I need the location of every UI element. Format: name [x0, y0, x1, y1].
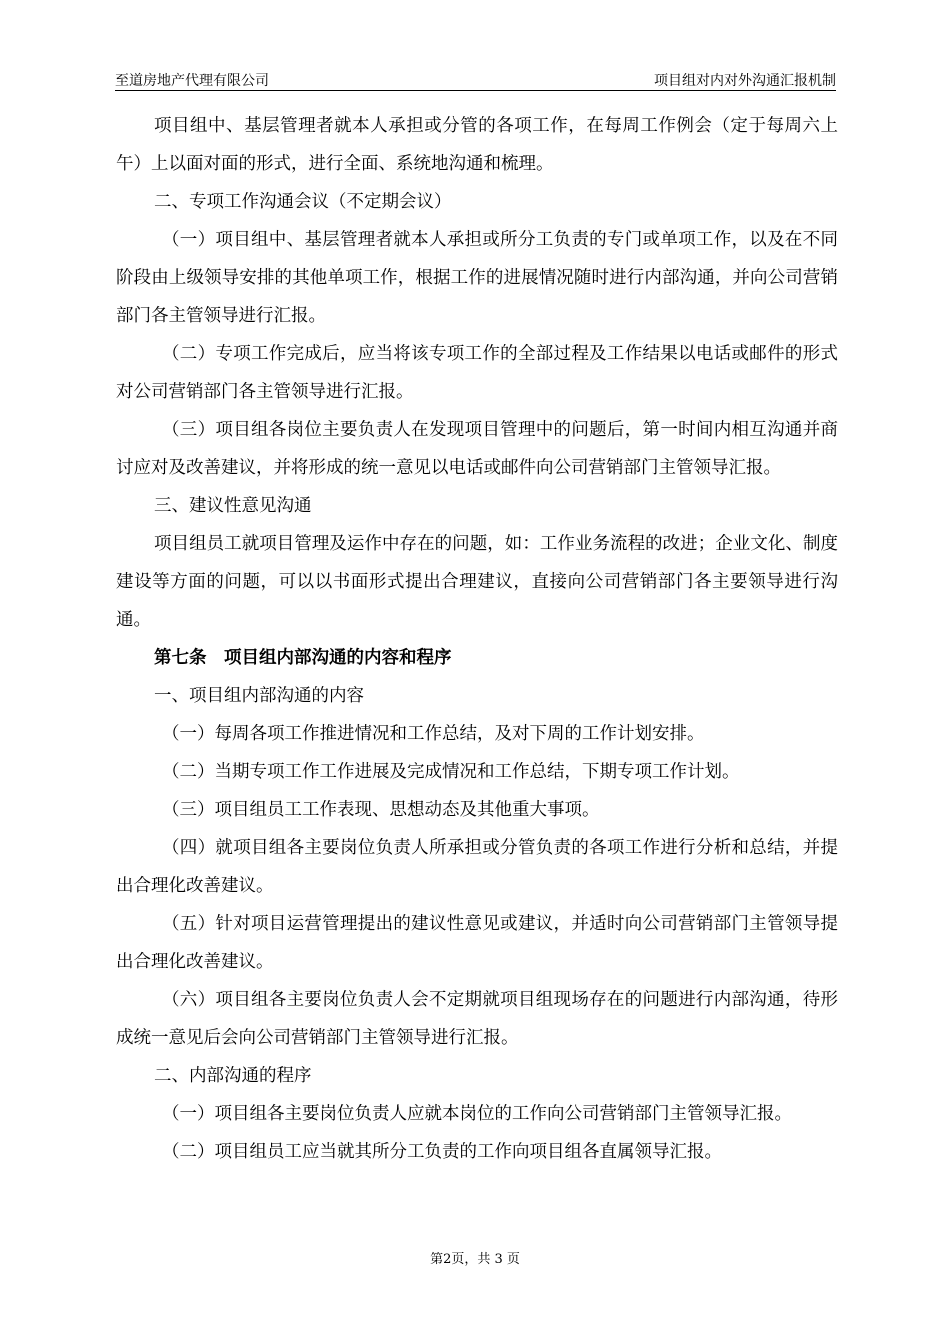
- paragraph: （一）每周各项工作推进情况和工作总结，及对下周的工作计划安排。: [162, 724, 705, 744]
- document-body: [116, 107, 838, 1171]
- paragraph: （二）项目组员工应当就其所分工负责的工作向项目组各直属领导汇报。: [162, 1142, 722, 1162]
- header-doc-title: 项目组对内对外沟通汇报机制: [654, 73, 836, 89]
- paragraph: 二、专项工作沟通会议（不定期会议）: [154, 192, 452, 212]
- page-header: [115, 68, 836, 91]
- paragraph: （一）项目组各主要岗位负责人应就本岗位的工作向公司营销部门主管领导汇报。: [162, 1104, 792, 1124]
- paragraph: 项目组中、基层管理者就本人承担或分管的各项工作，在每周工作例会（定于每周六上午）上以面对面的形式，进行全面、系统地沟通和梳理。: [116, 116, 838, 174]
- header-company: 至道房地产代理有限公司: [115, 73, 269, 89]
- paragraph: （五）针对项目运营管理提出的建议性意见或建议，并适时向公司营销部门主管领导提出合理化改善建议。: [116, 914, 838, 972]
- paragraph: （四）就项目组各主要岗位负责人所承担或分管负责的各项工作进行分析和总结，并提出合理化改善建议。: [116, 838, 838, 896]
- paragraph: （二）当期专项工作工作进展及完成情况和工作总结，下期专项工作计划。: [162, 762, 740, 782]
- paragraph: （一）项目组中、基层管理者就本人承担或所分工负责的专门或单项工作，以及在不同阶段由上级领导安排的其他单项工作，根据工作的进展情况随时进行内部沟通，并向公司营销部门各主管领导进行汇报。: [116, 230, 838, 326]
- paragraph: （三）项目组员工工作表现、思想动态及其他重大事项。: [162, 800, 600, 820]
- paragraph: （六）项目组各主要岗位负责人会不定期就项目组现场存在的问题进行内部沟通，待形成统一意见后会向公司营销部门主管领导进行汇报。: [116, 990, 838, 1048]
- paragraph: 三、建议性意见沟通: [154, 496, 312, 516]
- section-heading: 第七条 项目组内部沟通的内容和程序: [154, 648, 452, 668]
- paragraph: 二、内部沟通的程序: [154, 1066, 312, 1086]
- paragraph: 项目组员工就项目管理及运作中存在的问题，如：工作业务流程的改进；企业文化、制度建设等方面的问题，可以以书面形式提出合理建议，直接向公司营销部门各主要领导进行沟通。: [116, 534, 838, 630]
- page-footer: 第2页，共 3 页: [430, 1252, 520, 1267]
- paragraph: 一、项目组内部沟通的内容: [154, 686, 364, 706]
- paragraph: （三）项目组各岗位主要负责人在发现项目管理中的问题后，第一时间内相互沟通并商讨应对及改善建议，并将形成的统一意见以电话或邮件向公司营销部门主管领导汇报。: [116, 420, 838, 478]
- paragraph: （二）专项工作完成后，应当将该专项工作的全部过程及工作结果以电话或邮件的形式对公司营销部门各主管领导进行汇报。: [116, 344, 838, 402]
